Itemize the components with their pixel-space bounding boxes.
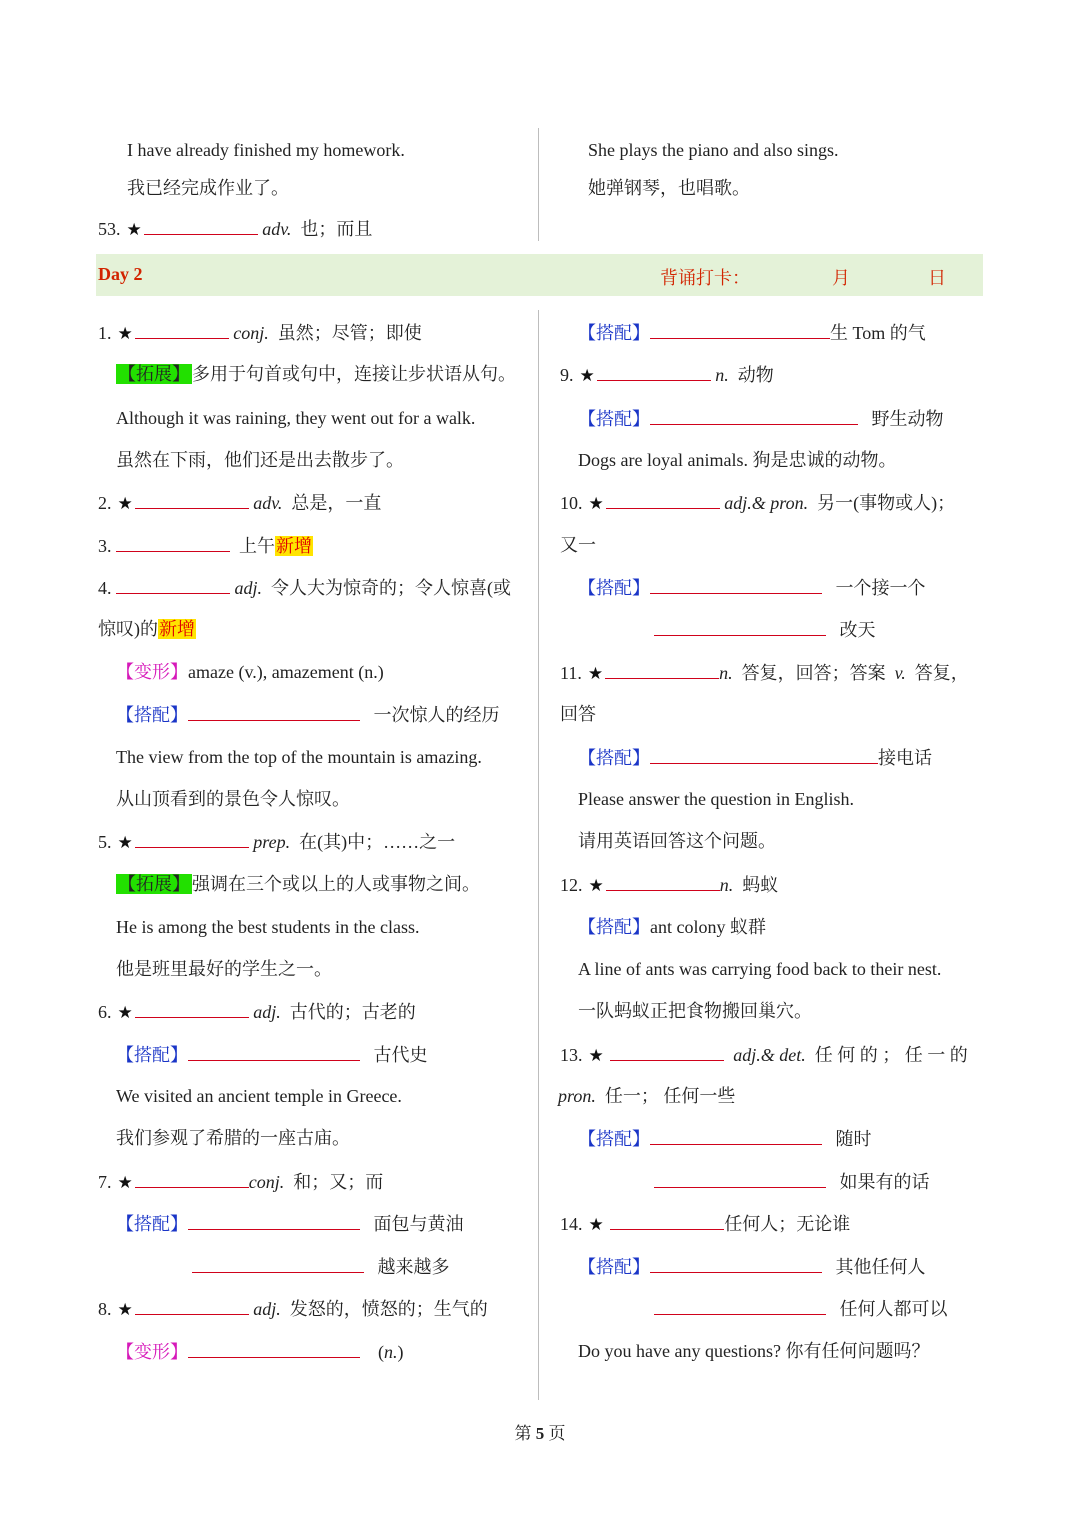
- collocation-tag: 【搭配】: [116, 1045, 188, 1065]
- word-item-13: 13. ★ adj.& det. 任 何 的 ； 任 一 的: [560, 1042, 968, 1068]
- answer-blank[interactable]: [116, 533, 230, 552]
- collocation-note: 【搭配】 古代史: [116, 1042, 428, 1067]
- collocation-tag: 【搭配】: [116, 1214, 188, 1234]
- answer-blank[interactable]: [597, 362, 711, 381]
- example-en: He is among the best students in the class.: [116, 917, 420, 937]
- example-zh: 他是班里最好的学生之一。: [116, 959, 332, 979]
- collocation-note: 【搭配】 面包与黄油: [116, 1211, 464, 1236]
- example-zh: 从山顶看到的景色令人惊叹。: [116, 789, 350, 809]
- star-icon: ★: [588, 1215, 604, 1235]
- answer-blank[interactable]: [605, 660, 719, 679]
- expand-note: 【拓展】 多用于句首或句中，连接让步状语从句。: [118, 364, 516, 384]
- footer-suffix: 页: [548, 1424, 566, 1443]
- word-item-12: 12. ★ n. 蚂蚁: [560, 872, 778, 898]
- star-icon: ★: [117, 833, 133, 853]
- answer-blank[interactable]: [654, 1169, 826, 1188]
- collocation-note: 【搭配】 接电话: [578, 745, 932, 770]
- expand-note: 【拓展】 强调在三个或以上的人或事物之间。: [118, 874, 480, 894]
- page-number: 5: [535, 1424, 545, 1443]
- star-icon: ★: [117, 1173, 133, 1193]
- word-item-14: 14. ★ 任何人；无论谁: [560, 1211, 850, 1237]
- word-item-4-cont: 惊叹)的新增: [98, 619, 195, 639]
- answer-blank[interactable]: [606, 872, 720, 891]
- new-badge: 新增: [159, 619, 195, 639]
- expand-tag: 【拓展】: [118, 364, 190, 384]
- variant-tag: 【变形】: [116, 1342, 188, 1362]
- word-item-10-cont: 又一: [560, 535, 596, 555]
- word-item-4: 4. adj. 令人大为惊奇的；令人惊喜(或: [98, 575, 511, 600]
- answer-blank[interactable]: [654, 617, 826, 636]
- example-en: Although it was raining, they went out for a walk.: [116, 408, 476, 428]
- example-zh: 一队蚂蚁正把食物搬回巢穴。: [578, 1001, 812, 1021]
- answer-blank[interactable]: [135, 490, 249, 509]
- collocation-note: 【搭配】 一个接一个: [578, 575, 926, 600]
- word-item-1: 1. ★ conj. 虽然；尽管；即使: [98, 320, 422, 346]
- example-sentence: Do you have any questions? 你有任何问题吗？: [578, 1341, 930, 1361]
- answer-blank[interactable]: [192, 1254, 364, 1273]
- answer-blank[interactable]: [135, 1169, 249, 1188]
- word-item-6: 6. ★ adj. 古代的；古老的: [98, 999, 416, 1025]
- star-icon: ★: [587, 664, 604, 684]
- collocation-tag: 【搭配】: [578, 1129, 650, 1149]
- collocation-tag: 【搭配】: [578, 578, 650, 598]
- star-icon: ★: [117, 1003, 133, 1023]
- variant-tag: 【变形】: [116, 662, 188, 682]
- example-zh: 请用英语回答这个问题。: [578, 831, 776, 851]
- star-icon: ★: [117, 1300, 133, 1320]
- answer-blank[interactable]: [188, 1042, 360, 1061]
- item-number: 53.: [98, 219, 121, 239]
- word-item-8: 8. ★ adj. 发怒的，愤怒的；生气的: [98, 1296, 488, 1322]
- example-en: I have already finished my homework.: [127, 140, 405, 160]
- answer-blank[interactable]: [610, 1211, 724, 1230]
- collocation-tag: 【搭配】: [116, 705, 188, 725]
- collocation-tag: 【搭配】: [578, 409, 650, 429]
- example-zh: 我们参观了希腊的一座古庙。: [116, 1128, 350, 1148]
- example-zh: 我已经完成作业了。: [127, 178, 289, 198]
- collocation-tag: 【搭配】: [578, 748, 650, 768]
- example-zh: 虽然在下雨，他们还是出去散步了。: [116, 450, 404, 470]
- collocation-tag: 【搭配】: [578, 917, 650, 937]
- answer-blank[interactable]: [650, 1254, 822, 1273]
- collocation-note: 【搭配】 随时: [578, 1126, 872, 1151]
- answer-blank[interactable]: [650, 406, 858, 425]
- answer-blank[interactable]: [135, 999, 249, 1018]
- part-of-speech: adv.: [262, 219, 292, 239]
- column-divider-main: [538, 310, 539, 1400]
- word-item-13-cont: pron. 任一； 任何一些: [558, 1086, 736, 1106]
- word-item-2: 2. ★ adv. 总是，一直: [98, 490, 381, 516]
- word-item-5: 5. ★ prep. 在(其)中；……之一: [98, 829, 455, 855]
- word-item-53: [98, 216, 372, 242]
- answer-blank[interactable]: [654, 1296, 826, 1315]
- collocation-note-2: 如果有的话: [654, 1169, 930, 1194]
- word-item-10: 10. ★ adj.& pron. 另一(事物或人)；: [560, 490, 955, 516]
- word-item-9: 9. ★ n. 动物: [560, 362, 774, 388]
- star-icon: ★: [588, 876, 604, 896]
- example-zh: 她弹钢琴，也唱歌。: [588, 178, 750, 198]
- answer-blank[interactable]: [188, 1339, 360, 1358]
- example-en: We visited an ancient temple in Greece.: [116, 1086, 402, 1106]
- day-label: Day 2: [98, 264, 143, 284]
- answer-blank[interactable]: [144, 216, 258, 235]
- answer-blank[interactable]: [650, 575, 822, 594]
- answer-blank[interactable]: [610, 1042, 724, 1061]
- checkin-month: 月: [832, 268, 850, 288]
- page-footer: [0, 1419, 1080, 1444]
- answer-blank[interactable]: [135, 829, 249, 848]
- answer-blank[interactable]: [650, 1126, 822, 1145]
- star-icon: ★: [588, 1046, 604, 1066]
- word-item-11: 11. ★ n. 答复，回答；答案 v. 答复，: [560, 660, 969, 686]
- meaning: 也；而且: [300, 219, 373, 239]
- collocation-tag: 【搭配】: [578, 1257, 650, 1277]
- example-en: The view from the top of the mountain is amazing.: [116, 747, 482, 767]
- example-en: She plays the piano and also sings.: [588, 140, 839, 160]
- collocation-note: 【搭配】 野生动物: [578, 406, 944, 431]
- collocation-note: 【搭配】 其他任何人: [578, 1254, 926, 1279]
- new-badge: 新增: [276, 536, 312, 556]
- answer-blank[interactable]: [135, 1296, 249, 1315]
- collocation-note: 【搭配】ant colony 蚁群: [578, 917, 766, 937]
- answer-blank[interactable]: [650, 745, 878, 764]
- collocation-note-2: 改天: [654, 617, 876, 642]
- collocation-tag: 【搭配】: [578, 323, 650, 343]
- variant-note: 【变形】amaze (v.), amazement (n.): [116, 662, 384, 682]
- answer-blank[interactable]: [650, 320, 830, 339]
- checkin-label: 背诵打卡：: [660, 268, 750, 288]
- variant-note: 【变形】 (n.): [116, 1339, 404, 1364]
- collocation-note-2: 越来越多: [192, 1254, 450, 1279]
- collocation-note: 【搭配】 一次惊人的经历: [116, 702, 500, 727]
- word-item-7: 7. ★ conj. 和；又；而: [98, 1169, 383, 1195]
- answer-blank[interactable]: [188, 702, 360, 721]
- word-item-3: 3. 上午新增: [98, 533, 313, 558]
- column-divider-top: [538, 128, 539, 241]
- answer-blank[interactable]: [188, 1211, 360, 1230]
- star-icon: ★: [588, 494, 604, 514]
- collocation-note: 【搭配】 生 Tom 的气: [578, 320, 926, 345]
- word-item-11-cont: 回答: [560, 704, 596, 724]
- checkin-date: 日: [928, 268, 946, 288]
- star-icon: ★: [126, 220, 142, 240]
- star-icon: ★: [117, 324, 133, 344]
- example-sentence: Dogs are loyal animals. 狗是忠诚的动物。: [578, 450, 897, 470]
- expand-tag: 【拓展】: [118, 874, 190, 894]
- example-en: Please answer the question in English.: [578, 789, 854, 809]
- collocation-note-2: 任何人都可以: [654, 1296, 948, 1321]
- answer-blank[interactable]: [116, 575, 230, 594]
- star-icon: ★: [579, 366, 595, 386]
- star-icon: ★: [117, 494, 133, 514]
- footer-prefix: 第: [514, 1424, 532, 1443]
- answer-blank[interactable]: [606, 490, 720, 509]
- answer-blank[interactable]: [135, 320, 229, 339]
- example-en: A line of ants was carrying food back to their nest.: [578, 959, 942, 979]
